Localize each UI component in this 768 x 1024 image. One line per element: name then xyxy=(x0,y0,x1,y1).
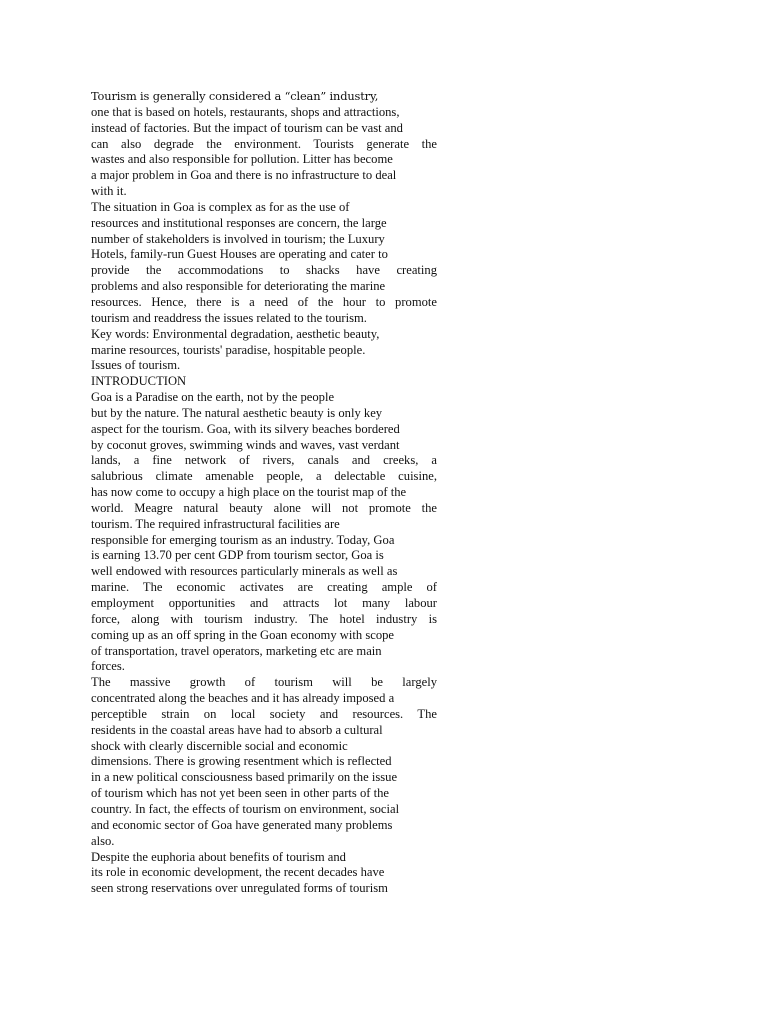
text-line: Tourism is generally considered a “clean” industry, xyxy=(91,89,379,103)
text-line: Issues of tourism. xyxy=(91,358,181,373)
text-line: residents in the coastal areas have had to absorb a cultural xyxy=(91,722,383,737)
text-line: The situation in Goa is complex as for as the use of xyxy=(91,199,350,214)
text-line: its role in economic development, the recent decades have xyxy=(91,865,385,880)
text-line: employment opportunities and attracts lot many labour xyxy=(91,596,437,610)
text-line: well endowed with resources particularly minerals as well as xyxy=(91,564,398,579)
text-line: has now come to occupy a high place on the tourist map of the xyxy=(91,485,407,500)
text-line: in a new political consciousness based primarily on the issue xyxy=(91,770,398,785)
text-line: Hotels, family-run Guest Houses are operating and cater to xyxy=(91,247,388,262)
text-line: one that is based on hotels, restaurants, shops and attractions, xyxy=(91,104,400,119)
text-line: aspect for the tourism. Goa, with its silvery beaches bordered xyxy=(91,421,400,436)
text-line: Despite the euphoria about benefits of tourism and xyxy=(91,849,346,864)
text-line: and economic sector of Goa have generated many problems xyxy=(91,817,393,832)
text-line: with it. xyxy=(91,184,127,199)
text-line: shock with clearly discernible social and economic xyxy=(91,738,348,753)
text-line: force, along with tourism industry. The hotel industry is xyxy=(91,611,437,626)
text-line: problems and also responsible for deteriorating the marine xyxy=(91,279,386,294)
text-line: world. Meagre natural beauty alone will not promote the xyxy=(91,500,437,515)
text-line: number of stakeholders is involved in tourism; the Luxury xyxy=(91,231,385,246)
text-line: Goa is a Paradise on the earth, not by the people xyxy=(91,390,335,405)
text-line: coming up as an off spring in the Goan economy with scope xyxy=(91,627,395,642)
text-line: forces. xyxy=(91,659,125,674)
text-line: perceptible strain on local society and resources. The xyxy=(91,706,437,721)
text-line: Key words: Environmental degradation, aesthetic beauty, xyxy=(91,326,380,341)
text-line: INTRODUCTION xyxy=(91,374,187,389)
text-line: of transportation, travel operators, marketing etc are main xyxy=(91,643,382,658)
text-line: The massive growth of tourism will be largely xyxy=(91,675,437,690)
text-line: resources. Hence, there is a need of the hour to promote xyxy=(91,294,437,309)
text-line: provide the accommodations to shacks have creating xyxy=(91,263,437,278)
text-line: country. In fact, the effects of tourism on environment, social xyxy=(91,801,400,816)
text-line: seen strong reservations over unregulated forms of tourism xyxy=(91,881,388,896)
text-line: is earning 13.70 per cent GDP from tourism sector, Goa is xyxy=(91,548,384,563)
text-line: tourism. The required infrastructural facilities are xyxy=(91,516,340,531)
text-line: lands, a fine network of rivers, canals and creeks, a xyxy=(91,453,437,468)
text-line: can also degrade the environment. Tourists generate the xyxy=(91,136,437,151)
text-line: also. xyxy=(91,833,115,848)
text-line: marine. The economic activates are creating ample of xyxy=(91,580,437,595)
text-line: by coconut groves, swimming winds and waves, vast verdant xyxy=(91,437,400,452)
text-line: a major problem in Goa and there is no infrastructure to deal xyxy=(91,168,397,183)
text-line: responsible for emerging tourism as an industry. Today, Goa xyxy=(91,532,395,547)
text-line: but by the nature. The natural aesthetic beauty is only key xyxy=(91,405,383,420)
text-line: tourism and readdress the issues related to the tourism. xyxy=(91,310,367,325)
text-line: concentrated along the beaches and it has already imposed a xyxy=(91,691,395,706)
body-text xyxy=(91,89,437,897)
text-line: resources and institutional responses are concern, the large xyxy=(91,215,387,230)
text-line: salubrious climate amenable people, a delectable cuisine, xyxy=(91,469,437,484)
text-line: dimensions. There is growing resentment which is reflected xyxy=(91,754,392,769)
text-line: of tourism which has not yet been seen in other parts of the xyxy=(91,786,389,801)
text-line: marine resources, tourists' paradise, hospitable people. xyxy=(91,342,366,357)
text-line: instead of factories. But the impact of tourism can be vast and xyxy=(91,120,403,135)
text-line: wastes and also responsible for pollution. Litter has become xyxy=(91,152,393,167)
